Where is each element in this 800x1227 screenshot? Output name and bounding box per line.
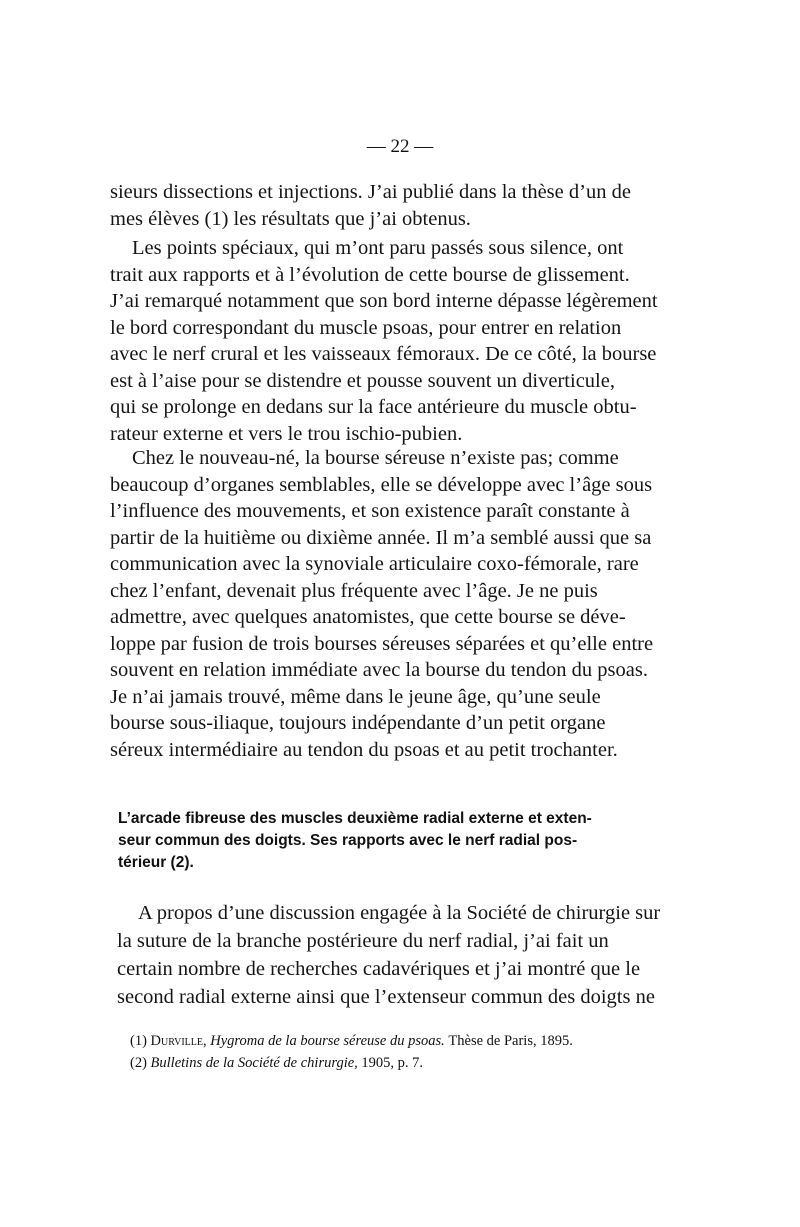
footnote-2: [130, 1053, 423, 1073]
footnote-2-marker: (2): [130, 1055, 147, 1071]
body-line: souvent en relation immédiate avec la bourse du tendon du psoas.: [110, 659, 648, 681]
page-number: — 22 —: [366, 136, 434, 157]
body-line: J’ai remarqué notamment que son bord interne dépasse légèrement: [110, 290, 658, 312]
footnote-1-rest: Thèse de Paris, 1895.: [448, 1033, 573, 1049]
body-line: le bord correspondant du muscle psoas, pour entrer en relation: [110, 316, 622, 339]
body-line: trait aux rapports et à l’évolution de cette bourse de glissement.: [110, 263, 630, 286]
body-line: séreux intermédiaire au tendon du psoas et au petit trochanter.: [110, 738, 618, 761]
footnote-1-title: Hygroma de la bourse séreuse du psoas.: [210, 1033, 445, 1049]
body-line: Je n’ai jamais trouvé, même dans le jeune âge, qu’une seule: [110, 685, 601, 708]
heading-line: térieur (2).: [118, 854, 194, 871]
body-line: beaucoup d’organes semblables, elle se développe avec l’âge sous: [110, 473, 653, 496]
body-line: certain nombre de recherches cadavériques et j’ai montré que le: [117, 958, 641, 980]
body-line: admettre, avec quelques anatomistes, que cette bourse se déve-: [110, 606, 626, 628]
body-line: Chez le nouveau-né, la bourse séreuse n’existe pas; comme: [132, 447, 619, 469]
body-line: la suture de la branche postérieure du nerf radial, j’ai fait un: [117, 930, 609, 952]
body-line: Les points spéciaux, qui m’ont paru passés sous silence, ont: [132, 237, 624, 259]
body-line: second radial externe ainsi que l’extenseur commun des doigts ne: [117, 986, 655, 1008]
body-line: bourse sous-iliaque, toujours indépendante d’un petit organe: [110, 712, 606, 734]
body-line: communication avec la synoviale articulaire coxo-fémorale, rare: [110, 553, 639, 575]
footnote-1-author: Durville,: [150, 1033, 207, 1049]
body-line: rateur externe et vers le trou ischio-pubien.: [110, 422, 463, 445]
footnote-1-marker: (1): [130, 1033, 147, 1049]
body-line: partir de la huitième ou dixième année. Il m’a semblé aussi que sa: [110, 526, 652, 549]
footnote-2-rest: 1905, p. 7.: [361, 1055, 424, 1071]
body-line: chez l’enfant, devenait plus fréquente avec l’âge. Je ne puis: [110, 579, 598, 602]
body-line: loppe par fusion de trois bourses séreuses séparées et qu’elle entre: [110, 632, 654, 655]
body-line: avec le nerf crural et les vaisseaux fémoraux. De ce côté, la bourse: [110, 343, 657, 365]
body-line: A propos d’une discussion engagée à la Société de chirurgie sur: [138, 902, 661, 924]
body-line: sieurs dissections et injections. J’ai publié dans la thèse d’un de: [110, 181, 631, 203]
body-line: qui se prolonge en dedans sur la face antérieure du muscle obtu-: [110, 396, 637, 418]
body-line: l’influence des mouvements, et son existence paraît constante à: [110, 500, 630, 522]
footnote-2-title: Bulletins de la Société de chirurgie,: [150, 1055, 358, 1071]
body-line: est à l’aise pour se distendre et pousse souvent un diverticule,: [110, 369, 615, 392]
footnote-1: [130, 1031, 573, 1051]
heading-line: L’arcade fibreuse des muscles deuxième radial externe et exten-: [118, 810, 592, 827]
body-line: mes élèves (1) les résultats que j’ai obtenus.: [110, 207, 471, 230]
heading-line: seur commun des doigts. Ses rapports avec le nerf radial pos-: [118, 832, 578, 849]
